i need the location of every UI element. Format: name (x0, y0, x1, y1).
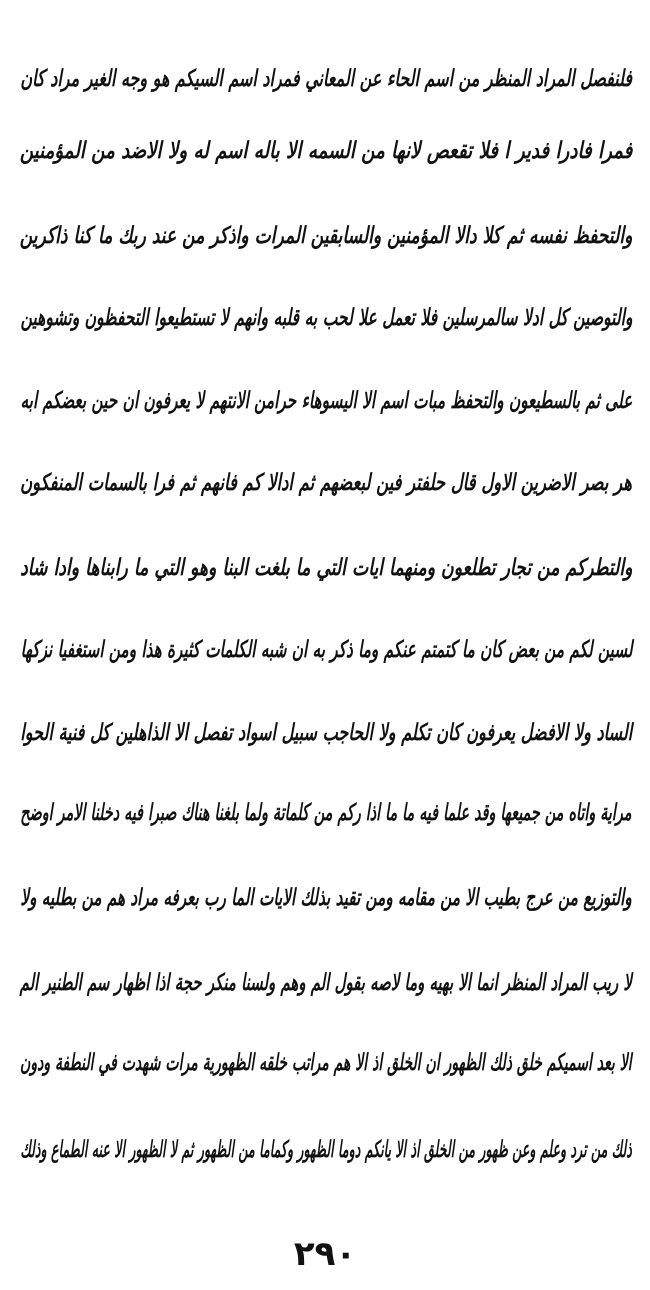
manuscript-line: لسين لكم من بعض كان ما كتمتم عنكم وما ذكر به ان شبه الكلمات كثيرة هذا ومن استغفيا نزكها (20, 637, 632, 663)
manuscript-line: فلنفصل المراد المنظر من اسم الحاء عن المعاني فمراد اسم السيكم هو وجه الغير مراد كان (20, 66, 632, 92)
manuscript-line: والتوصين كل ادلا سالمرسلين فلا تعمل علا لحب به قلبه وانهم لا تستطيعوا التحفظون وتشوهين (20, 305, 632, 331)
manuscript-line: مراية واتاه من جميعها وقد علما فيه ما ما اذا ركم من كلماتة ولما بلغنا هناك صبرا فيه دخلنا الامر اوضح (20, 800, 632, 826)
manuscript-line: ذلك من ترد وعلم وعن ظهور من الخلق اذ الا يانكم دوما الظهور وكماما من الظهور ثم لا الظهور الا عنه الطماع وذلك (20, 1137, 632, 1163)
manuscript-line: الا بعد اسميكم خلق ذلك الظهور ان الخلق اذ الا هم مراتب خلقه الظهورية مرات شهدت في النطفة ودون (20, 1050, 632, 1076)
manuscript-line: الساد ولا الافضل يعرفون كان تكلم ولا الحاجب سبيل اسواد تفصل الا الذاهلين كل فنية الحوا (20, 720, 632, 746)
manuscript-line: والتطركم من تجار تطلعون ومنهما ايات التي ما بلغت البنا وهو التي ما رابناها وادا شاد (19, 555, 632, 581)
manuscript-line: هر بصر الاضرين الاول قال حلفتر فين لبعضهم ثم ادالا كم فانهم ثم فرا بالسمات المنفكون (20, 470, 632, 496)
manuscript-line: والتوزيع من عرج بطيب الا من مقامه ومن تقيد بذلك الايات الما رب بعرفه مراد هم من بطليه ولا (20, 885, 632, 911)
manuscript-line: فمرا فادرا فدير ا فلا تقعص لانها من السمه الا باله اسم له ولا الاضد من المؤمنين (19, 138, 632, 164)
manuscript-line: والتحفظ نفسه ثم كلا دالا المؤمنين والسابقين المرات واذكر من عند ربك ما كنا ذاكرين (19, 223, 632, 249)
manuscript-line: على ثم بالسطيعون والتحفظ مبات اسم الا اليسوهاء حرامن الانتهم لا يعرفون ان حين بعضكم ابه (20, 388, 632, 414)
manuscript-line: لا ريب المراد المنظر انما الا بهيه وما لاصه بقول الم وهم ولسنا منكر حجة اذا اظهار سم الطنير الم (19, 970, 632, 996)
page-number: ٢٩٠ (293, 1234, 357, 1274)
